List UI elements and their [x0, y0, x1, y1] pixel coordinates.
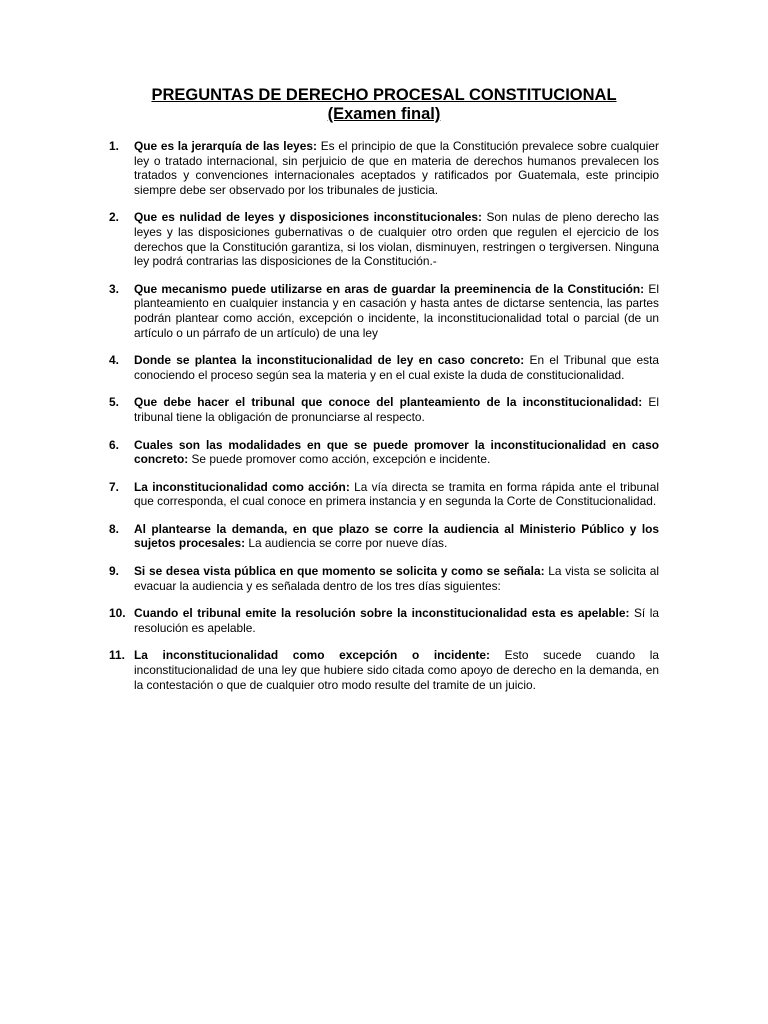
list-item: [109, 139, 659, 197]
item-answer: La audiencia se corre por nueve días.: [248, 536, 448, 551]
item-question: Al plantearse la demanda, en que plazo se corre la audiencia al Ministerio Público y los sujetos procesales:: [134, 521, 659, 551]
list-item: [109, 564, 659, 593]
item-answer: Esto sucede cuando la inconstitucionalidad de una ley que hubiere sido citada como apoyo de derecho en la demanda, en la contestación o que de cualquier otro modo resulte del tramite de un juicio.: [134, 648, 659, 692]
item-number: 6.: [109, 437, 119, 452]
item-number: 11.: [109, 648, 125, 663]
list-item: [109, 282, 659, 340]
item-question: Que mecanismo puede utilizarse en aras de guardar la preeminencia de la Constitución:: [134, 281, 649, 296]
item-question: Si se desea vista pública en que momento se solicita y como se señala:: [134, 564, 549, 579]
item-number: 1.: [109, 139, 119, 153]
item-question: Que debe hacer el tribunal que conoce del planteamiento de la inconstitucionalidad:: [134, 395, 649, 410]
item-number: 8.: [109, 521, 119, 536]
item-question: Cuales son las modalidades en que se puede promover la inconstitucionalidad en caso concreto:: [134, 437, 659, 467]
item-number: 10.: [109, 606, 126, 621]
question-list: [109, 139, 659, 705]
item-number: 5.: [109, 395, 119, 410]
item-question: Que es nulidad de leyes y disposiciones inconstitucionales:: [134, 210, 487, 225]
list-item: [109, 648, 659, 692]
list-item: [109, 353, 659, 382]
item-answer: En el Tribunal que esta conociendo el proceso según sea la materia y en el cual existe la duda de constitucionalidad.: [134, 353, 659, 382]
item-answer: El planteamiento en cualquier instancia y en casación y hasta antes de dictarse sentencia, las partes podrán plantear como acción, excepción o incidente, la inconstitucionalidad total o parcial (de un artículo o un párrafo de un artículo) de una ley: [134, 281, 659, 340]
item-answer: Es el principio de que la Constitución prevalece sobre cualquier ley o tratado internacional, sin perjuicio de que en materia de derechos humanos prevalecen los tratados y convenciones internacionales aceptados y ratificados por Guatemala, este principio siempre debe ser observado por los tribunales de justicia.: [134, 139, 659, 197]
title-line-2: (Examen final): [327, 105, 441, 123]
list-item: [109, 210, 659, 268]
item-question: La inconstitucionalidad como excepción o incidente:: [134, 648, 505, 663]
list-item: [109, 395, 659, 424]
item-answer: El tribunal tiene la obligación de pronunciarse al respecto.: [134, 395, 659, 424]
item-answer: Se puede promover como acción, excepción e incidente.: [191, 452, 491, 467]
list-item: [109, 438, 659, 467]
item-answer: Son nulas de pleno derecho las leyes y las disposiciones gubernativas o de cualquier otro orden que regulen el ejercicio de los derechos que la Constitución garantiza, si los violan, disminuyen, restringen o tergiversen. Ninguna ley podrá contrarias las disposiciones de la Constitución.-: [134, 210, 659, 269]
item-question: Donde se plantea la inconstitucionalidad de ley en caso concreto:: [134, 353, 530, 368]
item-question: Que es la jerarquía de las leyes:: [134, 139, 321, 153]
item-number: 2.: [109, 210, 119, 225]
item-number: 9.: [109, 564, 119, 579]
list-item: [109, 522, 659, 551]
list-item: [109, 606, 659, 635]
document-title: [0, 86, 768, 124]
item-number: 4.: [109, 353, 119, 368]
item-answer: Sí la resolución es apelable.: [134, 606, 659, 635]
item-number: 7.: [109, 479, 119, 494]
item-answer: La vista se solicita al evacuar la audiencia y es señalada dentro de los tres días siguientes:: [134, 564, 659, 593]
item-question: La inconstitucionalidad como acción:: [134, 479, 355, 494]
item-number: 3.: [109, 281, 119, 296]
list-item: [109, 480, 659, 509]
item-question: Cuando el tribunal emite la resolución sobre la inconstitucionalidad esta es apelable:: [134, 606, 634, 621]
title-line-1: PREGUNTAS DE DERECHO PROCESAL CONSTITUCIONAL: [151, 86, 617, 104]
item-answer: La vía directa se tramita en forma rápida ante el tribunal que corresponda, el cual conoce en primera instancia y en segunda la Corte de Constitucionalidad.: [134, 479, 659, 509]
